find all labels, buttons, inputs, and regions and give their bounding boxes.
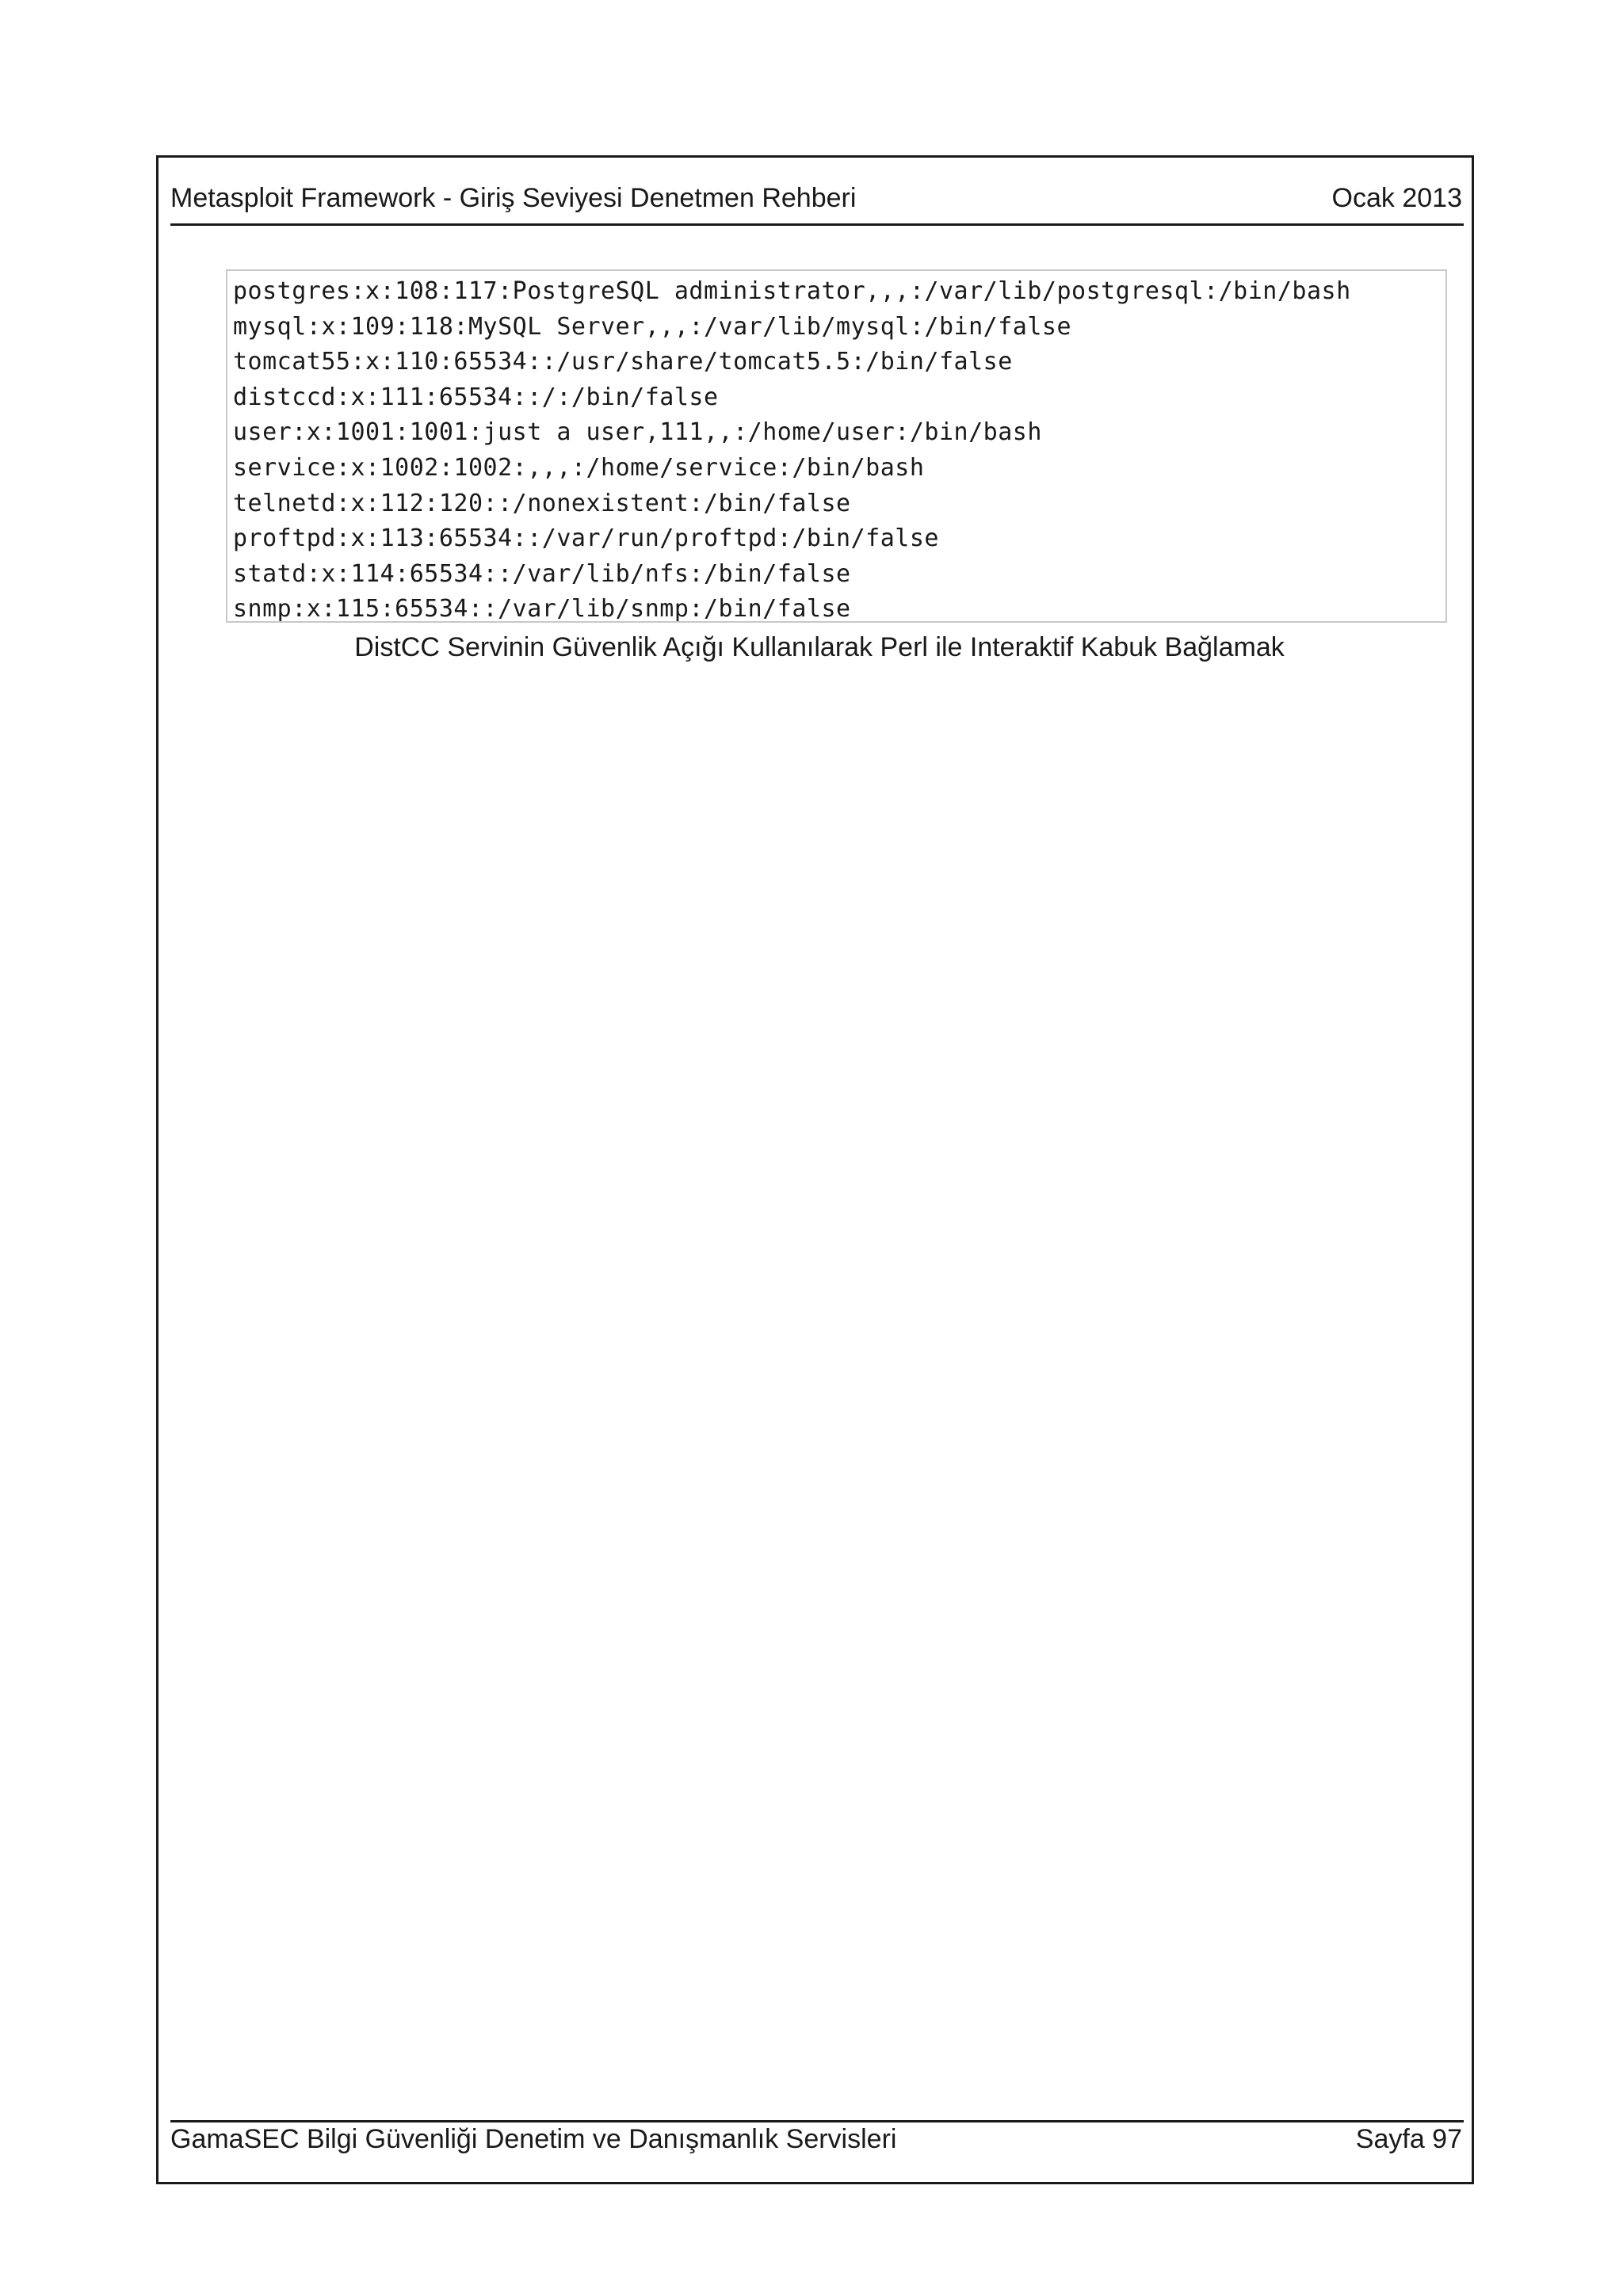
footer-company: GamaSEC Bilgi Güvenliği Denetim ve Danışmanlık Servisleri [170, 2124, 897, 2154]
figure-caption: DistCC Servinin Güvenlik Açığı Kullanılarak Perl ile Interaktif Kabuk Bağlamak [354, 632, 1285, 662]
footer-divider [170, 2120, 1464, 2122]
code-line: telnetd:x:112:120::/nonexistent:/bin/false [233, 489, 851, 517]
code-block [226, 269, 1447, 623]
code-line: tomcat55:x:110:65534::/usr/share/tomcat5.5:/bin/false [233, 348, 1013, 376]
code-line: distccd:x:111:65534::/:/bin/false [233, 383, 719, 411]
code-line: user:x:1001:1001:just a user,111,,:/home/user:/bin/bash [233, 418, 1042, 447]
page-number: Sayfa 97 [1355, 2124, 1462, 2154]
code-line: postgres:x:108:117:PostgreSQL administrator,,,:/var/lib/postgresql:/bin/bash [233, 277, 1351, 305]
code-line: service:x:1002:1002:,,,:/home/service:/bin/bash [233, 453, 925, 482]
code-line: statd:x:114:65534::/var/lib/nfs:/bin/false [233, 559, 851, 588]
code-line: mysql:x:109:118:MySQL Server,,,:/var/lib/mysql:/bin/false [233, 312, 1072, 341]
code-line: proftpd:x:113:65534::/var/run/proftpd:/bin/false [233, 524, 939, 553]
document-date: Ocak 2013 [1331, 183, 1462, 213]
code-line: snmp:x:115:65534::/var/lib/snmp:/bin/false [233, 595, 851, 623]
document-title: Metasploit Framework - Giriş Seviyesi Denetmen Rehberi [170, 183, 857, 213]
header-divider [170, 223, 1464, 226]
